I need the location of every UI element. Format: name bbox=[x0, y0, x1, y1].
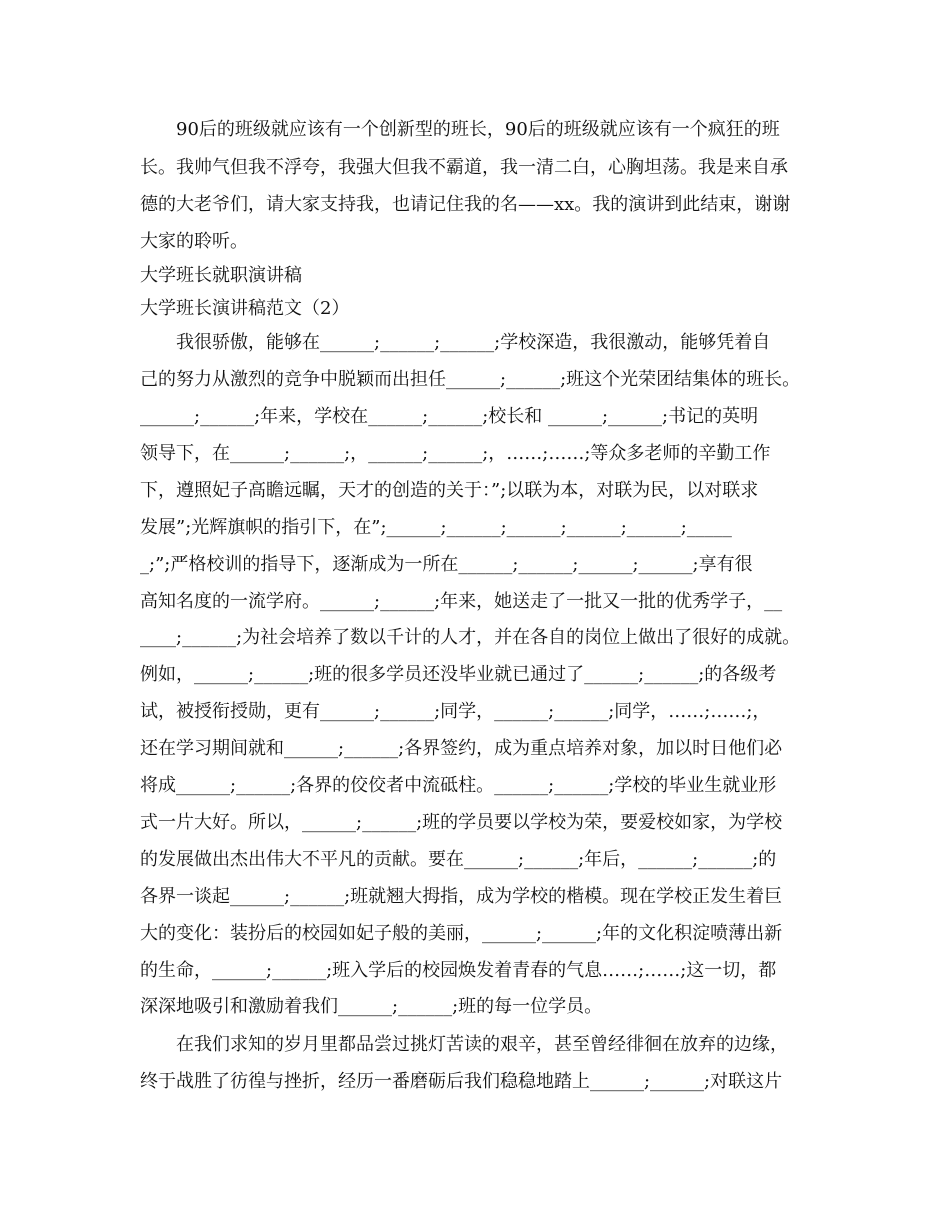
paragraph-2-line-1: 我很骄傲，能够在______;______;______;学校深造，我很激动，能够凭着自 bbox=[176, 332, 771, 353]
paragraph-2-line-18: 的生命，______;______;班入学后的校园焕发着青春的气息……;……;这一切，都 bbox=[140, 960, 777, 981]
paragraph-1-line-3: 德的大老爷们，请大家支持我，也请记住我的名——xx。我的演讲到此结束，谢谢 bbox=[140, 194, 791, 215]
paragraph-2-line-2: 己的努力从激烈的竞争中脱颖而出担任______;______;班这个光荣团结集体的班长。 bbox=[140, 369, 801, 390]
paragraph-2-line-16: 各界一谈起______;______;班就翘大拇指，成为学校的楷模。现在学校正发生着巨 bbox=[140, 886, 783, 907]
paragraph-2-line-10: 例如，______;______;班的很多学员还没毕业就已通过了______;______;的各级考 bbox=[140, 664, 777, 685]
paragraph-2-line-6: 发展”;光辉旗帜的指引下，在”;______;______;______;______;______;_____ bbox=[140, 517, 732, 538]
paragraph-2-line-5: 下，遵照妃子高瞻远瞩，天才的创造的关于：”;以联为本，对联为民，以对联求 bbox=[140, 480, 759, 501]
paragraph-2-line-15: 的发展做出杰出伟大不平凡的贡献。要在______;______;年后，______;______;的 bbox=[140, 849, 777, 870]
paragraph-2-line-3: ______;______;年来，学校在______;______;校长和 ______;______;书记的英明 bbox=[140, 406, 759, 427]
paragraph-2-line-11: 试，被授衔授勋，更有______;______;同学，______;______;同学，……;……;， bbox=[140, 701, 771, 722]
paragraph-1-line-2: 长。我帅气但我不浮夸，我强大但我不霸道，我一清二白，心胸坦荡。我是来自承 bbox=[140, 157, 788, 178]
heading-inaugural-speech: 大学班长就职演讲稿 bbox=[140, 265, 302, 286]
paragraph-2-line-8: 高知名度的一流学府。______;______;年来，她送走了一批又一批的优秀学子，__ bbox=[140, 591, 783, 612]
paragraph-1-line-4: 大家的聆听。 bbox=[140, 231, 248, 252]
paragraph-3-line-2: 终于战胜了彷徨与挫折，经历一番磨砺后我们稳稳地踏上______;______;对联这片 bbox=[140, 1071, 783, 1092]
paragraph-2-line-12: 还在学习期间就和______;______;各界签约，成为重点培养对象，加以时日他们必 bbox=[140, 738, 783, 759]
paragraph-2-line-7: _;”;严格校训的指导下，逐渐成为一所在______;______;______;______;享有很 bbox=[140, 554, 753, 575]
paragraph-2-line-17: 大的变化：装扮后的校园如妃子般的美丽，______;______;年的文化积淀喷薄出新 bbox=[140, 923, 783, 944]
paragraph-2-line-4: 领导下，在______;______;，______;______;，……;……;等众多老师的辛勤工作 bbox=[140, 443, 771, 464]
paragraph-2-line-14: 式一片大好。所以，______;______;班的学员要以学校为荣，要爱校如家，为学校 bbox=[140, 812, 783, 833]
paragraph-2-line-19: 深深地吸引和激励着我们______;______;班的每一位学员。 bbox=[140, 996, 603, 1017]
paragraph-2-line-9: ____;______;为社会培养了数以千计的人才，并在各自的岗位上做出了很好的成就。 bbox=[140, 627, 801, 648]
paragraph-3-line-1: 在我们求知的岁月里都品尝过挑灯苦读的艰辛，甚至曾经徘徊在放弃的边缘， bbox=[176, 1034, 788, 1055]
paragraph-2-line-13: 将成______;______;各界的佼佼者中流砥柱。______;______;学校的毕业生就业形 bbox=[140, 775, 777, 796]
paragraph-1-line-1: 90后的班级就应该有一个创新型的班长，90后的班级就应该有一个疯狂的班 bbox=[176, 119, 780, 140]
heading-speech-sample-2: 大学班长演讲稿范文（2） bbox=[140, 298, 350, 319]
